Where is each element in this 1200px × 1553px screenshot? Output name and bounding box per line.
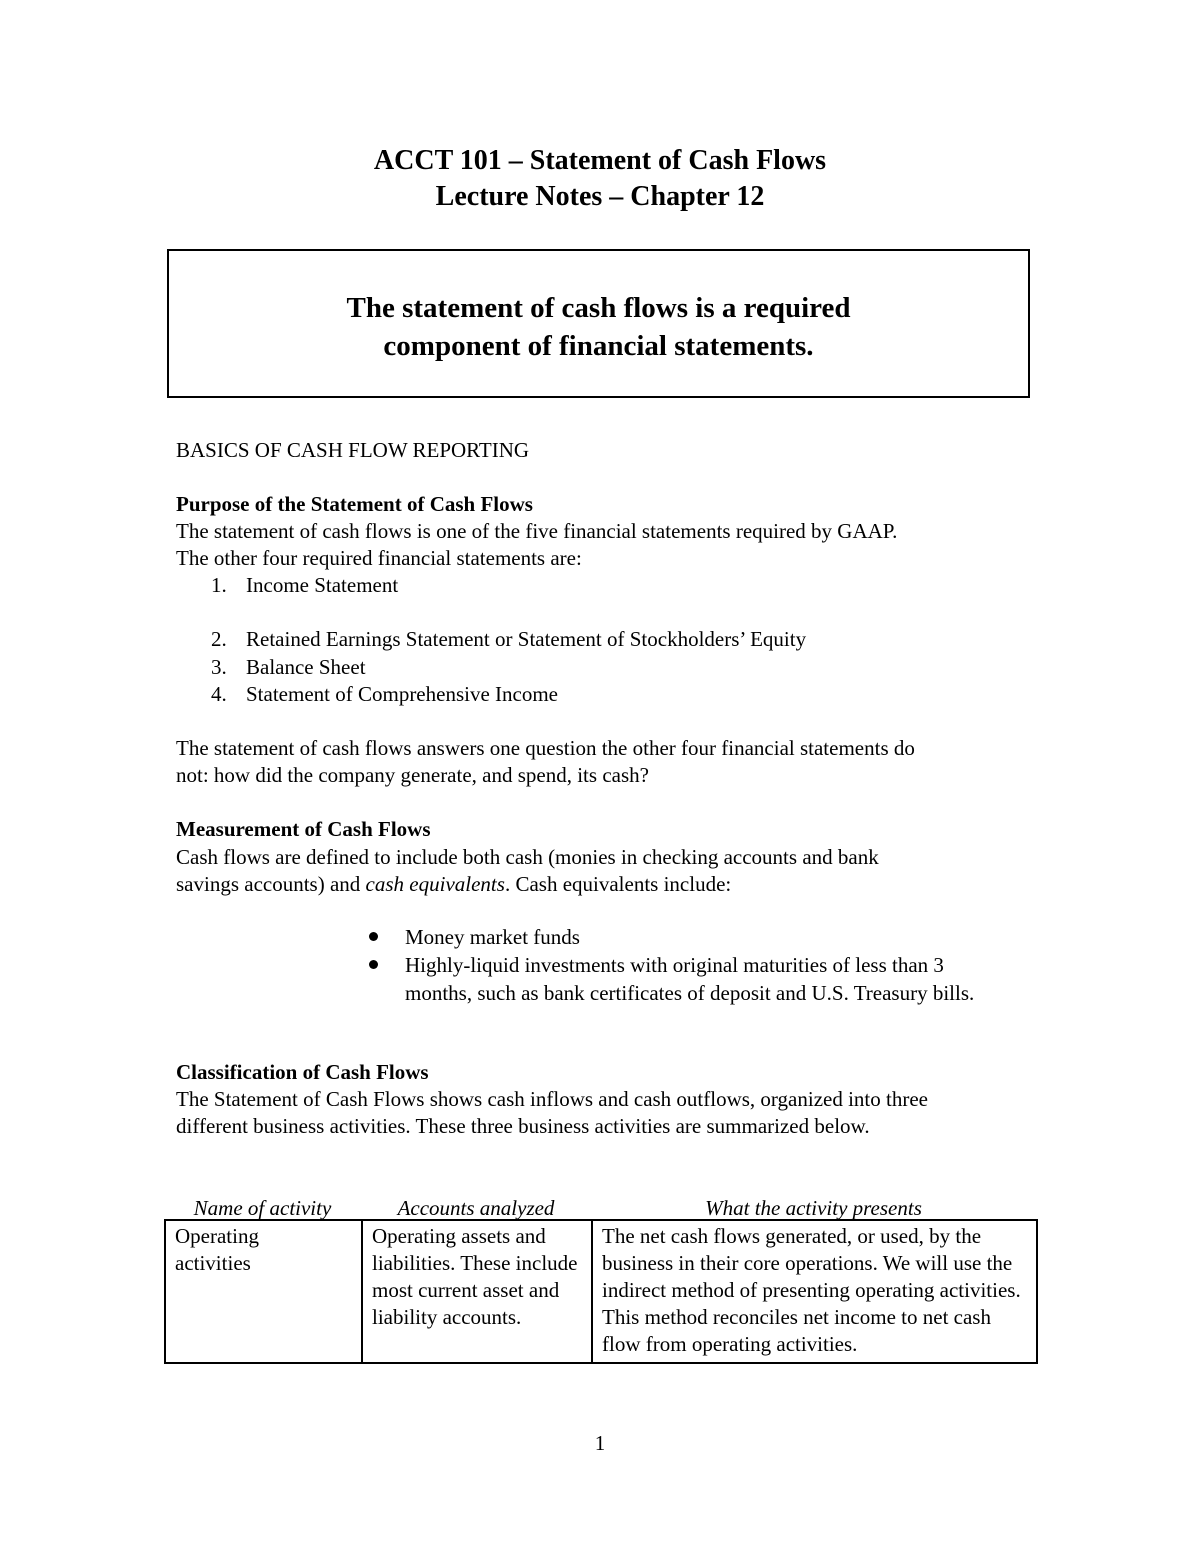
purpose-line1: The statement of cash flows is one of the five financial statements required by GAAP. <box>176 519 898 543</box>
doc-title-line2: Lecture Notes – Chapter 12 <box>435 181 765 212</box>
measurement-line2: savings accounts) and cash equivalents. Cash equivalents include: <box>176 872 732 896</box>
basics-heading: BASICS OF CASH FLOW REPORTING <box>176 438 530 462</box>
list-number: 2. <box>211 627 227 651</box>
purpose-line2: The other four required financial statements are: <box>176 546 582 570</box>
list-item-retained-earnings: Retained Earnings Statement or Statement of Stockholders’ Equity <box>246 627 807 651</box>
list-number: 4. <box>211 682 227 706</box>
classification-line2: different business activities. These three business activities are summarized below. <box>176 1114 870 1138</box>
classification-line1: The Statement of Cash Flows shows cash inflows and cash outflows, organized into three <box>176 1087 928 1111</box>
table-header-presents: What the activity presents <box>705 1196 922 1220</box>
cell-accounts-analyzed: Operating assets and liabilities. These include most current asset and liability accounts. <box>362 1220 592 1363</box>
purpose-para-line2: not: how did the company generate, and spend, its cash? <box>176 763 649 787</box>
table-row <box>165 1220 1037 1363</box>
page-number: 1 <box>594 1431 606 1455</box>
purpose-heading: Purpose of the Statement of Cash Flows <box>176 492 533 516</box>
measurement-heading: Measurement of Cash Flows <box>176 817 431 841</box>
cell-activity-presents: The net cash flows generated, or used, by the business in their core operations. We will use the indirect method of presenting operating activities. This method reconciles net income to net cash flow from operating activities. <box>592 1220 1037 1363</box>
bullet-icon <box>369 960 378 969</box>
doc-title-line1: ACCT 101 – Statement of Cash Flows <box>373 145 827 176</box>
callout-box <box>167 249 1030 398</box>
cell-activity-name: Operating activities <box>165 1220 362 1363</box>
list-number: 3. <box>211 655 227 679</box>
cash-equivalents-term: cash equivalents <box>365 872 505 896</box>
bullet-icon <box>369 932 378 941</box>
table-header-accounts: Accounts analyzed <box>397 1196 555 1220</box>
list-item-comprehensive-income: Statement of Comprehensive Income <box>246 682 558 706</box>
measurement-line1: Cash flows are defined to include both cash (monies in checking accounts and bank <box>176 845 879 869</box>
table-header-name: Name of activity <box>193 1196 332 1220</box>
list-item-balance-sheet: Balance Sheet <box>246 655 366 679</box>
bullet-highly-liquid: Highly-liquid investments with original maturities of less than 3 months, such as bank certificates of deposit and U.S. Treasury bills. <box>405 953 975 1005</box>
activities-table <box>164 1219 1038 1364</box>
bullet-money-market: Money market funds <box>405 925 580 949</box>
list-number: 1. <box>211 573 227 597</box>
purpose-para-line1: The statement of cash flows answers one question the other four financial statements do <box>176 736 915 760</box>
list-item-income-statement: Income Statement <box>246 573 399 597</box>
classification-heading: Classification of Cash Flows <box>176 1060 429 1084</box>
callout-text: The statement of cash flows is a required component of financial statements. <box>346 292 851 362</box>
